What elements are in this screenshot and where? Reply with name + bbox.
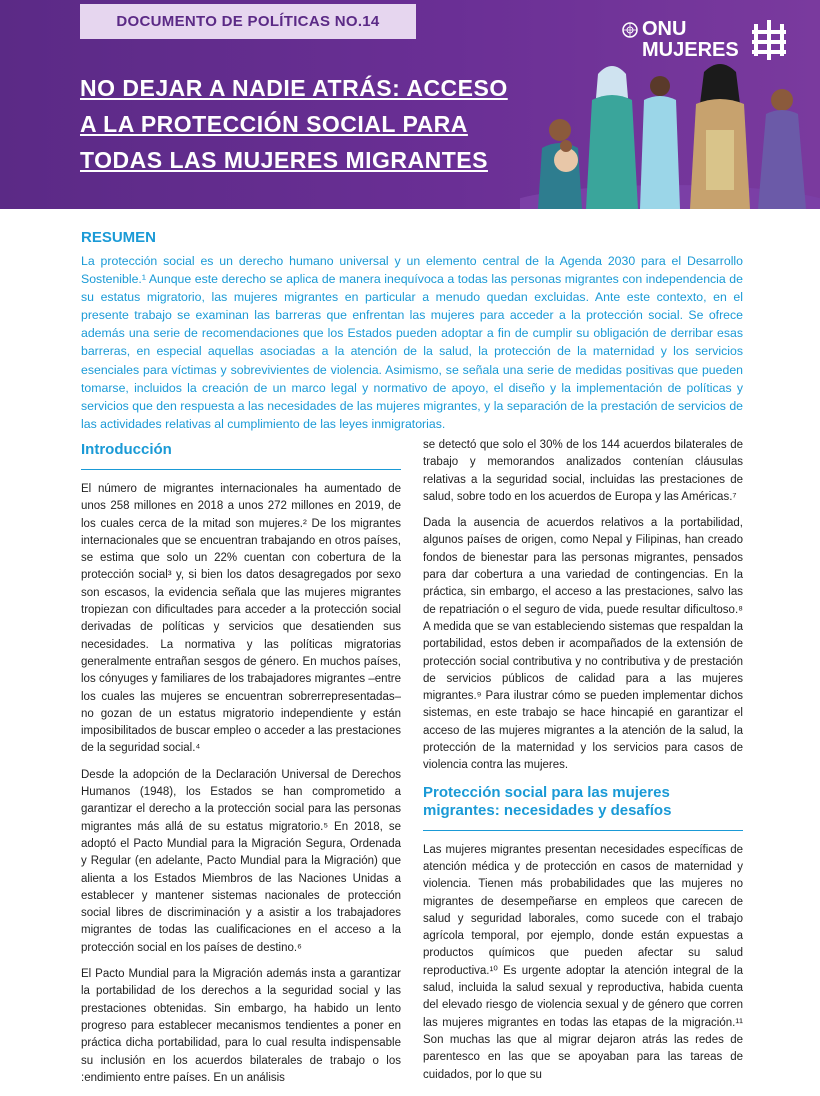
- logo-line2: MUJERES: [642, 39, 739, 61]
- section-divider: [81, 469, 401, 470]
- migrant-women-illustration: [520, 60, 820, 209]
- title-line: TODAS LAS MUJERES MIGRANTES: [80, 147, 488, 173]
- paragraph: Las mujeres migrantes presentan necesidades específicas de atención médica y de protección en casos de maternidad y violencia. Tienen más probabilidades que las mujeres no migrantes de desempeñarse en empleos que carecen de salud y seguridad laborales, como sucede con el trabajo agrícola temporal, por ejemplo, donde están expuestas a productos químicos que pueden afectar su salud reproductiva.¹⁰ Es urgente adoptar la atención integral de la salud, incluida la salud sexual y reproductiva, habida cuenta del elevado riesgo de violencia sexual y de género que corren las mujeres migrantes en todas las etapas de la migración.¹¹ Son muchas las que al migrar dejaron atrás las redes de parentesco en las que se apoyaban para las tareas de cuidados, por lo que su: [423, 843, 743, 1081]
- un-women-logo: [640, 18, 790, 63]
- un-emblem-icon: [622, 22, 638, 38]
- women-symbol-icon: [752, 20, 786, 60]
- paragraph: se detectó que solo el 30% de los 144 acuerdos bilaterales de trabajo y memorandos analizados contenían cláusulas relativas a la seguridad social, incluidas las prestaciones de salud, sobre todo en los acuerdos de Europa y las Américas.⁷: [423, 439, 743, 503]
- section-heading-introduccion: Introducción: [81, 441, 172, 458]
- right-column: [423, 437, 743, 1093]
- series-tag: DOCUMENTO DE POLÍTICAS NO.14: [80, 4, 416, 39]
- paragraph: Dada la ausencia de acuerdos relativos a la portabilidad, algunos países de origen, como Nepal y Filipinas, han creado fondos de bienestar para las personas migrantes, pensados para dar cobertura a una variedad de contingencias. En la práctica, sin embargo, el acceso a las prestaciones, salvo las de repatriación o el seguro de vida, puede resultar dificultoso.⁸ A medida que se van estableciendo sistemas que respaldan la portabilidad, estos deben ir acompañados de la extensión de protección social contributiva y no contributiva y de prestación de servicios públicos de calidad para a las mujeres migrantes.⁹ Para ilustrar cómo se pueden implementar dichos sistemas, en este trabajo se hace hincapié en garantizar el acceso de las mujeres migrantes a la atención de la salud, la protección de la maternidad y los servicios para casos de violencia contra las mujeres.: [423, 517, 743, 772]
- header-banner: [0, 0, 820, 209]
- summary-text: La protección social es un derecho humano universal y un elemento central de la Agenda 2030 para el Desarrollo Sostenible.¹ Aunque este derecho se aplica de manera inequívoca a todas las personas migrantes con independencia de su estatus migratorio, las mujeres migrantes en particular a menudo quedan excluidas. Ante este contexto, en el presente trabajo se examinan las barreras que enfrentan las mujeres para acceder a la protección social. Se ofrece además una serie de recomendaciones que los Estados pueden adoptar a fin de cumplir su obligación de derribar esas barreras, en especial aquellas asociadas a la atención de la salud, la protección de la maternidad y los servicios esenciales para víctimas y sobrevivientes de violencia. Asimismo, se señala una serie de medidas positivas que pueden tomarse, incluidos la creación de un marco legal y normativo de apoyo, el diseño y la implementación de políticas y servicios que den respuesta a las necesidades de las mujeres migrantes, y la separación de la prestación de servicios de las actividades relativas al cumplimiento de las leyes inmigratorias.: [81, 254, 743, 431]
- logo-line1: ONU: [642, 18, 687, 40]
- summary-heading: RESUMEN: [81, 229, 157, 246]
- title-line: NO DEJAR A NADIE ATRÁS: ACCESO: [80, 75, 508, 101]
- paragraph: El Pacto Mundial para la Migración además insta a garantizar la portabilidad de los derechos a la seguridad social y las prestaciones obtenidas. Sin embargo, ha habido un lento progreso para establecer mecanismos tendientes a poner en práctica dicha portabilidad, para lo cual resulta indispensable su inclusión en los acuerdos bilaterales de trabajo o los :endimiento entre países. En un análisis: [81, 968, 401, 1084]
- title-line: A LA PROTECCIÓN SOCIAL PARA: [80, 111, 468, 137]
- section-heading-proteccion: Protección social para las mujeres migrantes: necesidades y desafíos: [423, 783, 672, 819]
- paragraph: El número de migrantes internacionales ha aumentado de unos 258 millones en 2018 a unos 272 millones en 2019, de los cuales cerca de la mitad son mujeres.² De los migrantes internacionales que se encuentran trabajando en otros países, se estima que solo un 22% cuentan con cobertura de la protección social³ y, si bien los datos desagregados por sexo son escasos, la evidencia señala que las mujeres migrantes tropiezan con dificultades para acceder a la protección social derivadas de políticas y servicios que desatienden sus necesidades. La normativa y las políticas migratorias generalmente entrañan sesgos de género. En muchos países, los cónyuges y familiares de los trabajadores migrantes –entre los cuales las mujeres se encuentran sobrerrepresentadas– no gozan de un estatus migratorio independiente y están imposibilitados de buscar empleo o acceder a las prestaciones de la seguridad social.⁴: [81, 483, 401, 755]
- paragraph: Desde la adopción de la Declaración Universal de Derechos Humanos (1948), los Estados se han comprometido a garantizar el derecho a la protección social para las personas migrantes más allá de su estatus migratorio.⁵ En 2018, se adoptó el Pacto Mundial para la Migración Segura, Ordenada y Regular (en adelante, Pacto Mundial para la Migración) que alienta a los Estados Miembros de las Naciones Unidas a establecer y mantener sistemas nacionales de protección social libres de discriminación y a asistir a los trabajadores migrantes de todas las cualificaciones en el acceso a la protección social en los países de destino.⁶: [81, 768, 401, 954]
- section-divider: [423, 830, 743, 831]
- left-column: [81, 441, 401, 1096]
- page-title: [80, 70, 550, 178]
